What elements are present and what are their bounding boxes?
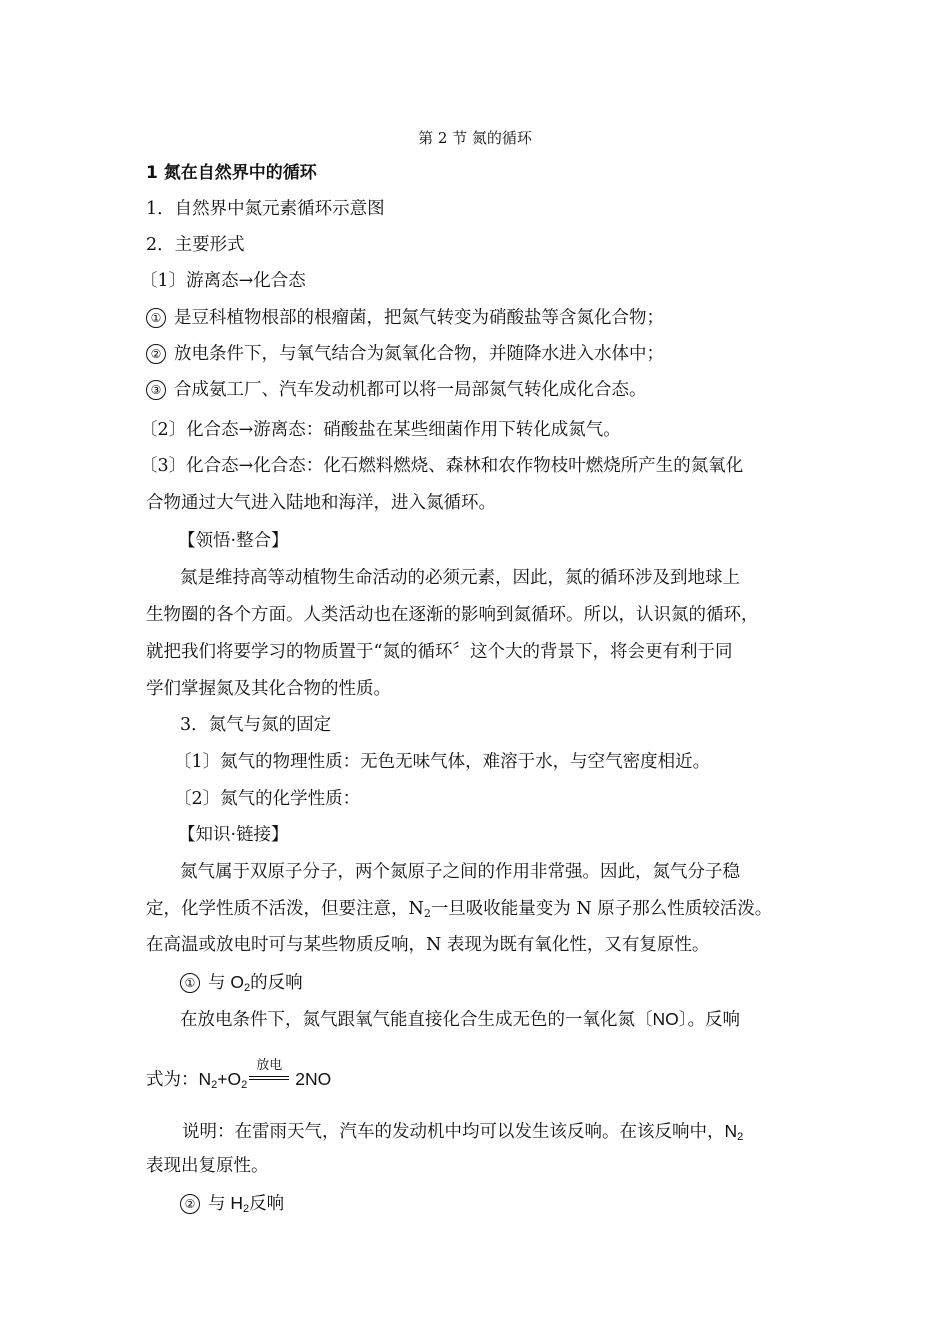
text-run: 〕。反响 — [678, 1010, 740, 1030]
text-run: 一旦吸收能量变为 N 原子那么性质较活泼。 — [430, 899, 773, 919]
subheading-insight: 【领悟·整合】 — [178, 531, 289, 551]
paragraph-line: 3．氮气与氮的固定 — [180, 715, 332, 735]
text-run: 式为： — [146, 1070, 199, 1090]
paragraph-line: 〔2〕氮气的化学性质： — [174, 789, 361, 809]
reaction-condition: 放电 — [256, 1058, 283, 1073]
circled-number: ② — [180, 1194, 200, 1214]
paragraph-line — [146, 898, 772, 920]
paragraph-line: 〔2〕化合态→游离态：硝酸盐在某些细菌作用下转化成氮气。 — [140, 420, 621, 440]
heading-nitrogen-cycle: 1 氮在自然界中的循环 — [146, 163, 317, 183]
subscript: 2 — [423, 907, 431, 920]
subscript: 2 — [211, 1079, 218, 1091]
formula-o: +O — [217, 1069, 242, 1089]
circled-number: ③ — [146, 380, 166, 400]
text-run: 说明：在雷雨天气，汽车的发动机中均可以发生该反响。在该反响中， — [182, 1122, 725, 1142]
list-item — [146, 343, 664, 365]
list-item-text: 是豆科植物根部的根瘤菌，把氮气转变为硝酸盐等含氮化合物； — [174, 308, 664, 328]
paragraph-line: 氮是维持高等动植物生命活动的必须元素，因此，氮的循环涉及到地球上 — [180, 568, 740, 588]
list-item — [180, 971, 303, 994]
paragraph-line: 1．自然界中氮元素循环示意图 — [146, 199, 385, 219]
subscript: 2 — [241, 1079, 248, 1091]
formula-no: NO — [652, 1009, 679, 1029]
reaction-product: 2NO — [295, 1069, 332, 1089]
paragraph-line: 就把我们将要学习的物质置于“氮的循环〞这个大的背景下，将会更有利于同 — [146, 642, 733, 662]
formula-n: N — [198, 1069, 212, 1089]
text-run: 反响 — [249, 1194, 285, 1214]
paragraph-line: 在高温或放电时可与某些物质反响，N 表现为既有氧化性，又有复原性。 — [146, 935, 710, 955]
paragraph-line — [180, 1008, 740, 1031]
list-item-text: 合成氨工厂、汽车发动机都可以将一局部氮气转化成化合态。 — [174, 380, 647, 400]
reaction-arrow — [249, 1058, 289, 1089]
subscript: 2 — [737, 1131, 744, 1143]
paragraph-line: 〔1〕氮气的物理性质：无色无味气体，难溶于水，与空气密度相近。 — [174, 752, 711, 772]
text-run: 与 O — [208, 972, 244, 992]
subheading-knowledge-link: 【知识·链接】 — [178, 825, 289, 845]
text-run: 与 H — [208, 1193, 243, 1213]
paragraph-line: 氮气属于双原子分子，两个氮原子之间的作用非常强。因此，氮气分子稳 — [180, 862, 740, 882]
list-item — [146, 379, 647, 401]
subscript: 2 — [243, 982, 251, 994]
text-run: 定，化学性质不活泼，但要注意，N — [146, 899, 424, 919]
equal-sign-line — [249, 1076, 289, 1077]
paragraph-line: 生物圈的各个方面。人类活动也在逐渐的影响到氮循环。所以，认识氮的循环， — [146, 605, 759, 625]
paragraph-line — [182, 1120, 743, 1143]
paragraph-line: 学们掌握氮及其化合物的性质。 — [146, 679, 391, 699]
paragraph-line: 合物通过大气进入陆地和海洋，进入氮循环。 — [146, 493, 496, 513]
circled-number: ① — [146, 308, 166, 328]
paragraph-line: 2．主要形式 — [146, 235, 245, 255]
formula-n: N — [724, 1121, 738, 1141]
paragraph-line: 〔1〕游离态→化合态 — [140, 271, 306, 291]
list-item — [146, 307, 664, 329]
subscript: 2 — [243, 1203, 250, 1215]
circled-number: ① — [180, 973, 200, 993]
paragraph-line: 表现出复原性。 — [146, 1156, 269, 1176]
paragraph-line: 〔3〕化合态→化合态：化石燃料燃烧、森林和农作物枝叶燃烧所产生的氮氧化 — [140, 456, 744, 476]
list-item-text: 放电条件下，与氧气结合为氮氧化合物，并随降水进入水体中； — [174, 344, 664, 364]
section-title: 第 2 节 氮的循环 — [418, 129, 532, 147]
equal-sign-line — [249, 1079, 289, 1080]
list-item — [180, 1192, 284, 1215]
circled-number: ② — [146, 344, 166, 364]
text-run: 的反响 — [250, 973, 303, 993]
reaction-equation — [146, 1058, 332, 1091]
text-run: 在放电条件下，氮气跟氧气能直接化合生成无色的一氧化氮〔 — [180, 1010, 653, 1030]
